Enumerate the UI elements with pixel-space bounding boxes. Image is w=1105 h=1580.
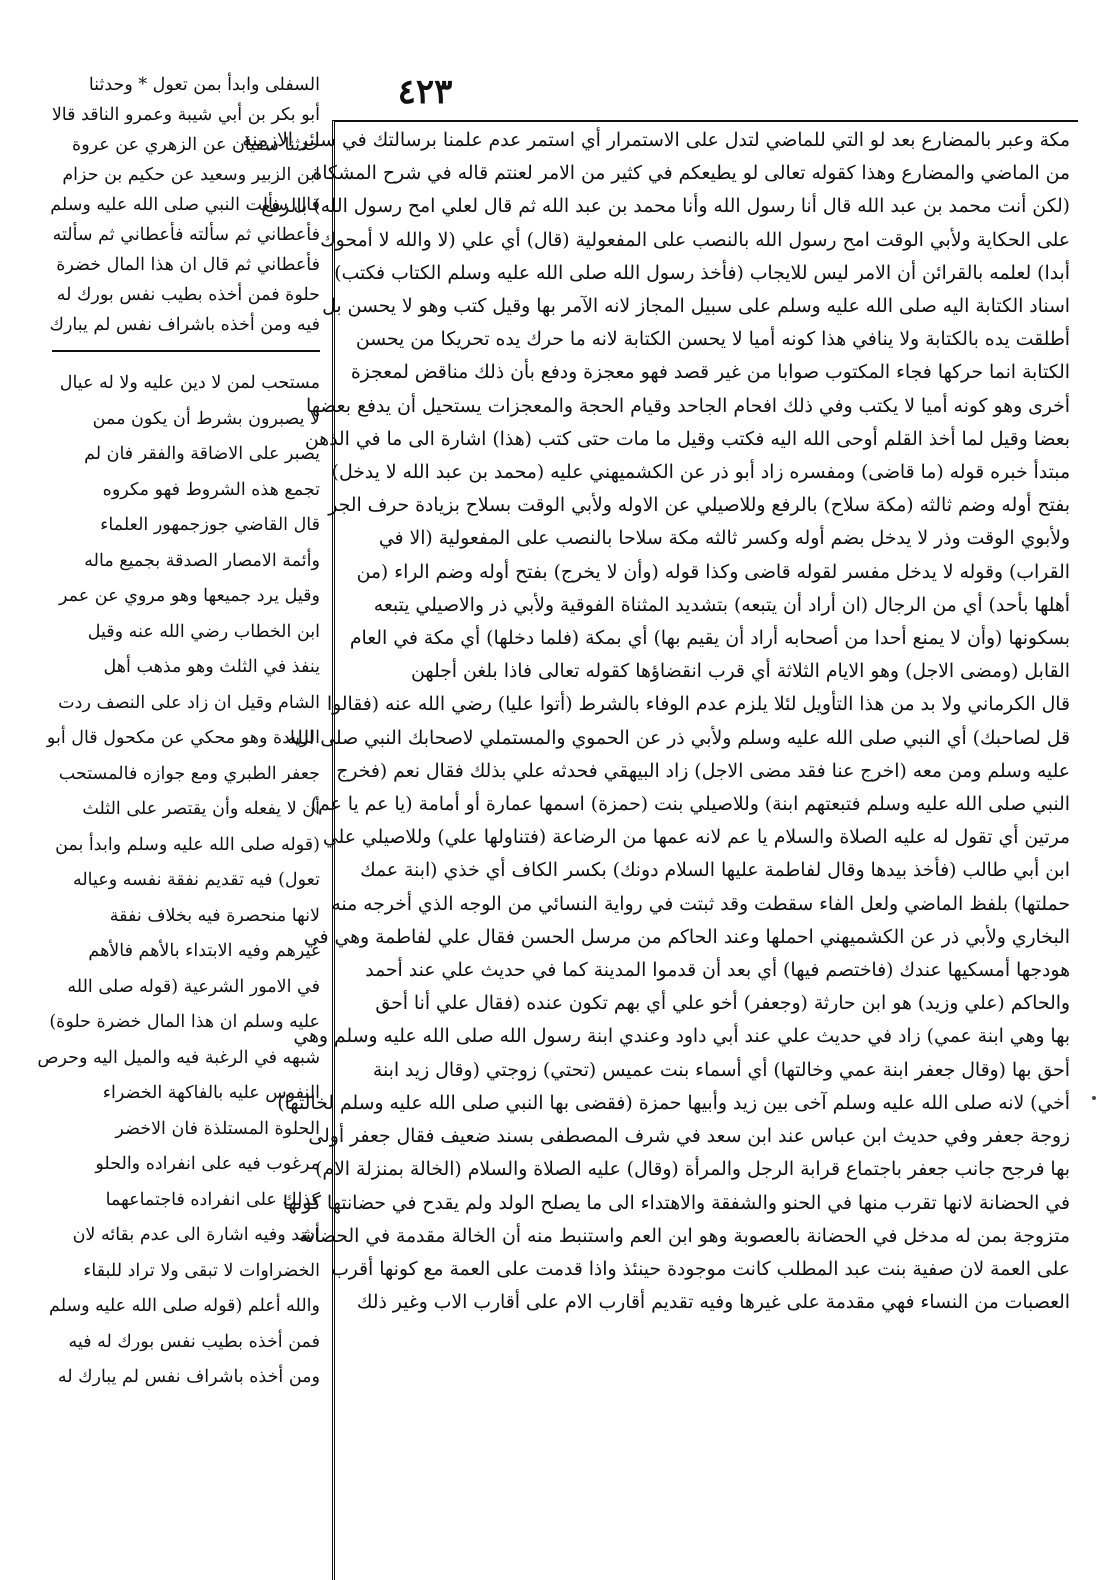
side-body-line: الزيادة وهو محكي عن مكحول قال أبو bbox=[46, 728, 320, 748]
side-top-line: أبو بكر بن أبي شيبة وعمرو الناقد قالا bbox=[51, 105, 320, 125]
main-line: مرتين أي تقول له عليه الصلاة والسلام يا عم لانه عمها من الرضاعة (فتناولها علي) وللاصيلي علي bbox=[322, 827, 1070, 849]
main-line: بعضا وقيل لما أخذ القلم أوحى الله اليه فكتب وقيل ما مات حتى كتب (هذا) اشارة الى ما في الذهن bbox=[304, 428, 1070, 450]
side-body-line: تجمع هذه الشروط فهو مكروه bbox=[102, 479, 320, 500]
side-body-line: جعفر الطبري ومع جوازه فالمستحب bbox=[58, 763, 320, 784]
main-line: بسكونها (وأن لا يمنع أحدا من أصحابه أراد أن يقيم بها) أي بمكة (فلما دخلها) أي مكة في العام bbox=[349, 628, 1070, 650]
main-line: حملتها) بلفظ الماضي ولعل الفاء سقطت وقد ثبتت في رواية النسائي من الوجه الذي أخرجه منه bbox=[331, 893, 1070, 915]
main-line: على العمة لان صفية بنت عبد المطلب كانت موجودة حينئذ واذا قدمت على العمة مع كونها أقرب bbox=[331, 1258, 1070, 1280]
side-body-line: شبهه في الرغبة فيه والميل اليه وحرص bbox=[37, 1047, 320, 1068]
main-line: البخاري ولأبي ذر عن الكشميهني احملها وعند الحاكم من مرسل الحسن فقال علي لفاطمة وهي في bbox=[303, 926, 1070, 948]
main-line: أهلها بأحد) أي من الرجال (ان أراد أن يتبعه) بتشديد المثناة الفوقية ولأبي ذر والاصيلي يتبعه bbox=[373, 594, 1070, 616]
side-body-line: لانها منحصرة فيه بخلاف نفقة bbox=[109, 905, 320, 926]
side-body-line: لا يصبرون بشرط أن يكون ممن bbox=[92, 408, 320, 429]
side-body-line: ابن الخطاب رضي الله عنه وقيل bbox=[87, 621, 320, 642]
side-body-line: يصبر على الاضاقة والفقر فان لم bbox=[84, 444, 320, 464]
main-line: مكة وعبر بالمضارع بعد لو التي للماضي لتدل على الاستمرار أي استمر عدم علمنا برسالتك في سائر الازمنة bbox=[242, 130, 1070, 151]
side-body-line: قال القاضي جوزجمهور العلماء bbox=[100, 515, 320, 535]
main-line: في الحضانة لانها تقرب منها في الحنو والشفقة والاهتداء الى ما يصلح الولد ولم يقدح في حضانتها كونها bbox=[282, 1192, 1070, 1214]
main-line: هودجها أمسكيها عندك (فاختصم فيها) أي بعد أن قدموا المدينة كما في حديث علي عند أحمد bbox=[365, 960, 1070, 982]
side-top-line: فيه ومن أخذه باشراف نفس لم يبارك bbox=[49, 315, 320, 335]
margin-speck bbox=[1092, 1096, 1096, 1100]
side-column bbox=[37, 68, 320, 1568]
side-body-line: ومن أخذه باشراف نفس لم يبارك له bbox=[57, 1367, 320, 1387]
side-top-line: فأعطاني ثم قال ان هذا المال خضرة bbox=[56, 255, 320, 275]
main-line: أطلقت يده بالكتابة ولا ينافي هذا كونه أميا لا يحسن الكتابة لانه ما حرك يده تحريكا من يحسن bbox=[355, 329, 1070, 351]
side-top-line: قال سألت النبي صلى الله عليه وسلم bbox=[50, 195, 320, 215]
side-body-line: النفوس عليه بالفاكهة الخضراء bbox=[102, 1083, 320, 1103]
main-line: النبي صلى الله عليه وسلم فتبعتهم ابنة) وللاصيلي بنت (حمزة) اسمها عمارة أو أمامة (يا عم يا عم) bbox=[310, 794, 1070, 816]
main-line: متزوجة بمن له مدخل في الحضانة بالعصوبة وهو ابن العم واستنبط منه أن الخالة مقدمة في الحضانة bbox=[298, 1225, 1070, 1247]
side-body-line: وقيل يرد جميعها وهو مروي عن عمر bbox=[59, 586, 320, 606]
side-body-line: غيرهم وفيه الابتداء بالأهم فالأهم bbox=[88, 941, 320, 961]
main-line: القابل (ومضى الاجل) وهو الايام الثلاثة أي قرب انقضاؤها كقوله تعالى فاذا بلغن أجلهن bbox=[410, 661, 1070, 683]
main-commentary bbox=[242, 122, 1078, 1319]
main-line: بها وهي ابنة عمي) زاد في حديث علي عند أبي داود وعندي ابنة رسول الله صلى الله عليه وسلم وهي bbox=[293, 1026, 1070, 1048]
main-line: أخرى وهو كونه أميا لا يكتب وفي ذلك افحام الجاحد وقيام الحجة والمعجزات يستحيل أن يدفع بعضها bbox=[306, 395, 1070, 417]
side-body-line: في الامور الشرعية (قوله صلى الله bbox=[67, 976, 320, 997]
main-line: أحق بها (وقال جعفر ابنة عمي وخالتها) أي أسماء بنت عميس (تحتي) زوجتي (وقال زيد ابنة bbox=[372, 1059, 1070, 1081]
side-body-line: الشام وقيل ان زاد على النصف ردت bbox=[58, 692, 320, 713]
side-top-line: السفلى وابدأ بمن تعول * وحدثنا bbox=[88, 75, 320, 95]
main-line: مبتدأ خبره قوله (ما قاضى) ومفسره زاد أبو ذر عن الكشميهني عليه (محمد بن عبد الله لا يدخل) bbox=[331, 462, 1070, 484]
side-body-line: الخضراوات لا تبقى ولا تراد للبقاء bbox=[83, 1260, 320, 1281]
main-line: بفتح أوله وضم ثالثه (مكة سلاح) بالرفع وللاصيلي عن الاوله ولأبي الوقت بسلاح بزيادة حرف الجر bbox=[328, 495, 1070, 517]
side-top-line: حلوة فمن أخذه بطيب نفس بورك له bbox=[56, 285, 320, 305]
side-commentary bbox=[37, 366, 320, 1396]
side-top-line: حدثنا سفيان عن الزهري عن عروة bbox=[72, 135, 320, 155]
side-body-line: الحلوة المستلذة فان الاخضر bbox=[115, 1118, 320, 1139]
main-line: (لكن أنت محمد بن عبد الله قال أنا رسول الله وأنا محمد بن عبد الله ثم قال لعلي امح رسول الله) بالرفع bbox=[261, 196, 1070, 218]
side-top-line: فأعطاني ثم سألته فأعطاني ثم سألته bbox=[52, 225, 320, 245]
side-body-line: وأئمة الامصار الصدقة بجميع ماله bbox=[84, 550, 320, 571]
main-line: اسناد الكتابة اليه صلى الله عليه وسلم على سبيل المجاز لانه الآمر بها وقيل كتب وهو لا يحسن بل bbox=[322, 296, 1070, 318]
main-line: أخي) لانه صلى الله عليه وسلم آخى بين زيد وأبيها حمزة (فقضى بها النبي صلى الله عليه وسلم لخالتها) bbox=[277, 1092, 1070, 1114]
main-line: قال الكرماني ولا بد من هذا التأويل لئلا يلزم عدم الوفاء بالشرط (أتوا عليا) رضي الله عنه (فقالوا bbox=[326, 694, 1070, 716]
side-body-line: مرغوب فيه على انفراده والحلو bbox=[95, 1154, 320, 1174]
main-line: والحاكم (علي وزيد) هو ابن حارثة (وجعفر) أخو علي أي بهم تكون عنده (فقال علي أنا أحق bbox=[375, 993, 1070, 1015]
main-line: ولأبوي الوقت وذر لا يدخل بضم أوله وكسر ثالثه مكة سلاحا بالنصب على المفعولية (الا في bbox=[378, 528, 1070, 550]
main-line: ابن أبي طالب (فأخذ بيدها وقال لفاطمة عليها السلام دونك) بكسر الكاف أي خذي (ابنة عمك bbox=[360, 860, 1070, 882]
main-line: على الحكاية ولأبي الوقت امح رسول الله بالنصب على المفعولية (قال) أي علي (لا والله لا أمحوك bbox=[320, 229, 1070, 251]
main-line: زوجة جعفر وفي حديث ابن عباس عند ابن سعد في شرف المصطفى بسند ضعيف فقال جعفر أولى bbox=[308, 1126, 1070, 1148]
side-divider bbox=[52, 350, 320, 352]
side-body-line: أن لا يفعله وأن يقتصر على الثلث bbox=[82, 799, 320, 819]
side-body-line: كذلك على انفراده فاجتماعهما bbox=[105, 1189, 320, 1210]
side-body-line: فمن أخذه بطيب نفس بورك له فيه bbox=[68, 1331, 320, 1352]
side-body-line: والله أعلم (قوله صلى الله عليه وسلم bbox=[49, 1296, 320, 1316]
main-line: من الماضي والمضارع وهذا كقوله تعالى لو يطيعكم في كثير من الامر لعنتم قاله في شرح المشكاة bbox=[312, 163, 1070, 185]
side-top-line: ابن الزبير وسعيد عن حكيم بن حزام bbox=[62, 165, 320, 185]
main-line: أبدا) لعلمه بالقرائن أن الامر ليس للايجاب (فأخذ رسول الله صلى الله عليه وسلم الكتاب فكتب) bbox=[334, 262, 1070, 284]
page-number: ٤٢٣ bbox=[397, 72, 453, 112]
side-body-line: مستحب لمن لا دين عليه ولا له عيال bbox=[59, 373, 320, 393]
side-body-line: ينفذ في الثلث وهو مذهب أهل bbox=[103, 657, 320, 677]
main-line: قل لصاحبك) أي النبي صلى الله عليه وسلم ولأبي ذر عن الحموي والمستملي لاصحابك النبي صلى الله bbox=[287, 727, 1070, 749]
main-line: القراب) وقوله لا يدخل مفسر لقوله قاضى وكذا قوله (وأن لا يخرج) بفتح أوله وضم الراء (من bbox=[356, 561, 1070, 583]
main-line: العصبات من النساء فهي مقدمة على غيرها وفيه تقديم أقارب الام على أقارب الاب وغير ذلك bbox=[356, 1292, 1070, 1314]
side-body-line: (قوله صلى الله عليه وسلم وابدأ بمن bbox=[55, 834, 320, 855]
main-line: بها فرجح جانب جعفر باجتماع قرابة الرجل والمرأة (وقال) عليه الصلاة والسلام (الخالة بمنزلة الام) bbox=[315, 1159, 1070, 1181]
side-body-line: تعول) فيه تقديم نفقة نفسه وعياله bbox=[72, 870, 320, 890]
main-line: عليه وسلم ومن معه (اخرج عنا فقد مضى الاجل) زاد البيهقي فحدثه علي بذلك فقال نعم (فخرج bbox=[336, 760, 1070, 782]
side-body-line: أشد وفيه اشارة الى عدم بقائه لان bbox=[72, 1225, 320, 1245]
main-line: الكتابة انما حركها فجاء المكتوب صوابا من غير قصد فهو معجزة ودفع بأن ذلك مناقض لمعجزة bbox=[350, 362, 1070, 384]
main-column bbox=[242, 120, 1078, 1580]
side-body-line: عليه وسلم ان هذا المال خضرة حلوة) bbox=[49, 1012, 320, 1032]
